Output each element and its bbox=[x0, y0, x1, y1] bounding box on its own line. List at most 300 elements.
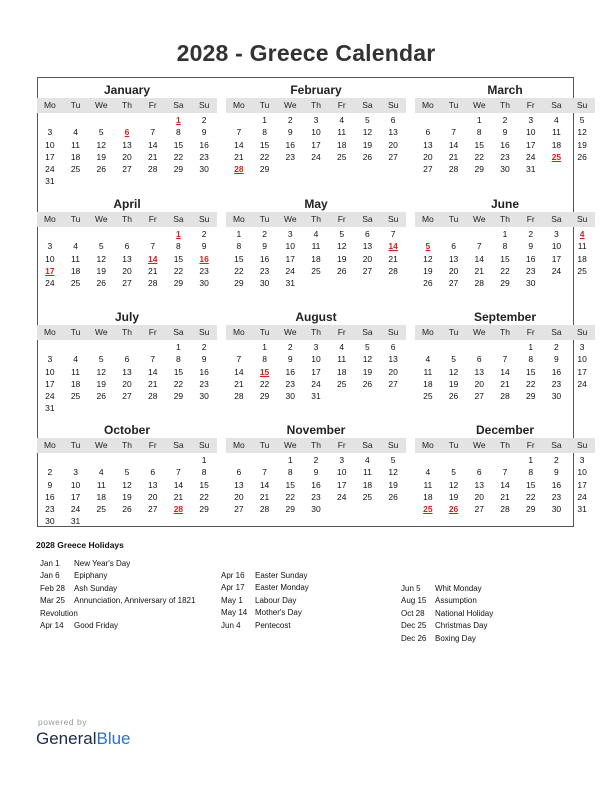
holiday-row bbox=[401, 608, 581, 620]
holiday-date: May 1 bbox=[221, 595, 243, 605]
day: 17 bbox=[70, 491, 81, 502]
day: 21 bbox=[234, 378, 244, 389]
day: 27 bbox=[147, 504, 158, 515]
day: 5 bbox=[365, 115, 370, 125]
day: 6 bbox=[365, 229, 370, 239]
day: 28 bbox=[474, 278, 485, 289]
weekday-label: Tu bbox=[448, 214, 459, 224]
day: 12 bbox=[96, 253, 107, 264]
day: 26 bbox=[448, 391, 459, 402]
weekday-label: Fr bbox=[337, 214, 346, 224]
day: 26 bbox=[362, 378, 373, 389]
day: 11 bbox=[71, 139, 80, 150]
holiday-row bbox=[40, 558, 220, 570]
day-empty bbox=[226, 114, 252, 126]
day: 20 bbox=[122, 378, 132, 389]
holiday-day: 25 bbox=[423, 504, 433, 515]
day: 21 bbox=[259, 491, 270, 502]
month-july bbox=[37, 309, 217, 415]
day: 6 bbox=[390, 115, 396, 125]
holiday-date: Aug 15 bbox=[401, 596, 427, 606]
day: 15 bbox=[525, 479, 536, 490]
weekday-label: Sa bbox=[362, 214, 373, 224]
day: 19 bbox=[448, 491, 459, 502]
holiday-day: 6 bbox=[124, 127, 130, 138]
day: 31 bbox=[70, 516, 81, 527]
day: 26 bbox=[423, 278, 433, 289]
day: 9 bbox=[554, 354, 559, 365]
day-grid bbox=[37, 228, 217, 289]
day: 25 bbox=[70, 164, 81, 175]
day: 24 bbox=[577, 491, 587, 502]
day: 2 bbox=[201, 229, 207, 239]
day: 11 bbox=[71, 366, 80, 377]
holiday-row bbox=[221, 582, 401, 594]
holiday-date: Apr 16 bbox=[221, 571, 245, 580]
day: 9 bbox=[287, 354, 293, 365]
day: 8 bbox=[287, 467, 293, 478]
day: 15 bbox=[259, 139, 270, 150]
weekday-label: Mo bbox=[421, 214, 434, 224]
day: 11 bbox=[552, 127, 561, 138]
holiday-day: 4 bbox=[579, 229, 585, 239]
holiday-name: Assumption bbox=[435, 596, 477, 606]
day: 10 bbox=[311, 354, 321, 365]
weekday-label: Sa bbox=[173, 440, 184, 450]
weekday-header bbox=[37, 325, 217, 340]
day: 18 bbox=[577, 253, 587, 264]
weekday-label: We bbox=[94, 327, 108, 337]
day: 16 bbox=[525, 253, 536, 264]
day: 21 bbox=[500, 491, 510, 502]
day: 12 bbox=[96, 366, 107, 377]
day: 23 bbox=[199, 265, 209, 276]
holiday-row bbox=[221, 620, 401, 632]
day: 22 bbox=[259, 151, 270, 162]
day-empty bbox=[466, 341, 492, 353]
holiday-row bbox=[40, 608, 220, 620]
day: 4 bbox=[425, 354, 431, 365]
day: 5 bbox=[124, 467, 130, 478]
day: 16 bbox=[285, 139, 296, 150]
day: 7 bbox=[262, 467, 267, 478]
holiday-date: Apr 14 bbox=[40, 621, 64, 631]
holiday-date: Oct 28 bbox=[401, 608, 425, 618]
day: 27 bbox=[474, 504, 485, 515]
day: 19 bbox=[336, 253, 347, 264]
day: 5 bbox=[451, 354, 456, 365]
day: 15 bbox=[173, 253, 184, 264]
day: 18 bbox=[336, 366, 347, 377]
day: 25 bbox=[423, 391, 433, 402]
day: 20 bbox=[448, 265, 459, 276]
day: 1 bbox=[262, 342, 267, 352]
day: 22 bbox=[285, 491, 296, 502]
generalblue-logo[interactable] bbox=[36, 729, 131, 749]
day-empty bbox=[37, 114, 63, 126]
brand-general: General bbox=[36, 729, 97, 748]
day: 6 bbox=[425, 127, 431, 138]
day: 26 bbox=[362, 151, 373, 162]
holiday-name: Revolution bbox=[40, 608, 78, 618]
weekday-label: We bbox=[472, 100, 486, 110]
weekday-header bbox=[226, 212, 406, 227]
month-name: October bbox=[103, 423, 150, 437]
weekday-label: Mo bbox=[421, 100, 434, 110]
day: 4 bbox=[339, 342, 345, 352]
day: 27 bbox=[448, 278, 459, 289]
day: 28 bbox=[147, 164, 158, 175]
weekday-label: Sa bbox=[551, 440, 562, 450]
weekday-header bbox=[226, 98, 406, 113]
day: 3 bbox=[73, 467, 78, 478]
day: 27 bbox=[362, 265, 373, 276]
day: 27 bbox=[474, 391, 485, 402]
day: 5 bbox=[365, 342, 370, 352]
month-august bbox=[226, 309, 406, 402]
day: 30 bbox=[551, 391, 562, 402]
day: 9 bbox=[554, 467, 559, 478]
day: 16 bbox=[551, 479, 562, 490]
day: 26 bbox=[96, 164, 107, 175]
day: 14 bbox=[474, 253, 485, 264]
day: 26 bbox=[96, 391, 107, 402]
day: 9 bbox=[47, 479, 53, 490]
day: 1 bbox=[201, 455, 207, 465]
day: 20 bbox=[423, 151, 433, 162]
day-empty bbox=[37, 341, 63, 353]
powered-by-text: powered by bbox=[38, 717, 87, 727]
day: 6 bbox=[236, 467, 242, 478]
weekday-label: Th bbox=[311, 100, 321, 110]
weekday-label: Mo bbox=[232, 214, 245, 224]
day: 4 bbox=[73, 127, 78, 138]
day: 4 bbox=[313, 229, 319, 239]
day: 24 bbox=[285, 265, 296, 276]
holiday-name: National Holiday bbox=[435, 608, 494, 618]
holiday-row bbox=[221, 607, 401, 619]
day: 7 bbox=[176, 467, 181, 478]
day: 24 bbox=[577, 378, 587, 389]
day: 2 bbox=[201, 342, 207, 352]
weekday-label: Tu bbox=[448, 100, 459, 110]
weekday-label: We bbox=[283, 214, 297, 224]
day: 31 bbox=[45, 176, 55, 187]
month-name: April bbox=[113, 197, 141, 211]
weekday-label: Mo bbox=[232, 327, 245, 337]
day: 21 bbox=[234, 151, 244, 162]
day: 6 bbox=[150, 467, 156, 478]
day: 4 bbox=[339, 115, 345, 125]
day: 10 bbox=[525, 127, 536, 138]
day-empty bbox=[140, 341, 166, 353]
day: 18 bbox=[70, 378, 81, 389]
day-empty bbox=[63, 341, 89, 353]
day: 6 bbox=[390, 342, 396, 352]
day-empty bbox=[114, 454, 140, 466]
day: 14 bbox=[234, 366, 244, 377]
weekday-label: Fr bbox=[526, 100, 535, 110]
day-grid bbox=[226, 454, 406, 515]
day: 4 bbox=[73, 241, 78, 252]
weekday-header bbox=[415, 98, 595, 113]
holiday-date: Apr 17 bbox=[221, 583, 245, 593]
holiday-row bbox=[40, 595, 220, 607]
day: 28 bbox=[147, 278, 158, 289]
day: 10 bbox=[45, 253, 55, 264]
weekday-label: Tu bbox=[70, 214, 81, 224]
day: 6 bbox=[476, 467, 482, 478]
day: 29 bbox=[173, 391, 184, 402]
weekday-label: Tu bbox=[259, 100, 270, 110]
day: 13 bbox=[474, 479, 485, 490]
weekday-label: We bbox=[472, 327, 486, 337]
day: 26 bbox=[336, 265, 347, 276]
weekday-label: Tu bbox=[70, 100, 81, 110]
day: 21 bbox=[474, 265, 485, 276]
day: 13 bbox=[388, 354, 398, 365]
day: 23 bbox=[551, 378, 562, 389]
weekday-label: Fr bbox=[526, 214, 535, 224]
day: 27 bbox=[423, 164, 433, 175]
holiday-day: 17 bbox=[45, 265, 55, 276]
month-march bbox=[415, 82, 595, 175]
day: 17 bbox=[45, 378, 55, 389]
day: 30 bbox=[259, 278, 270, 289]
day: 23 bbox=[285, 151, 296, 162]
weekday-label: Su bbox=[198, 440, 210, 450]
month-may bbox=[226, 196, 406, 289]
day-empty bbox=[466, 454, 492, 466]
day: 14 bbox=[147, 139, 158, 150]
day: 17 bbox=[577, 479, 587, 490]
month-february bbox=[226, 82, 406, 175]
day: 25 bbox=[70, 278, 81, 289]
day: 27 bbox=[234, 504, 244, 515]
month-october bbox=[37, 422, 217, 528]
day: 3 bbox=[554, 229, 559, 239]
holiday-day: 15 bbox=[259, 366, 270, 377]
day: 6 bbox=[124, 241, 130, 252]
weekday-label: Fr bbox=[337, 327, 346, 337]
day: 10 bbox=[70, 479, 81, 490]
weekday-label: Sa bbox=[362, 327, 373, 337]
day-empty bbox=[37, 228, 63, 240]
day: 10 bbox=[577, 354, 587, 365]
weekday-header bbox=[37, 438, 217, 453]
day: 24 bbox=[551, 265, 562, 276]
day: 31 bbox=[45, 403, 55, 414]
day: 15 bbox=[500, 253, 510, 264]
holiday-name: Annunciation, Anniversary of 1821 bbox=[74, 596, 196, 606]
day: 26 bbox=[122, 504, 132, 515]
day: 27 bbox=[122, 278, 132, 289]
day: 1 bbox=[502, 229, 508, 239]
holiday-name: Christmas Day bbox=[435, 621, 488, 631]
month-january bbox=[37, 82, 217, 188]
day: 7 bbox=[150, 354, 156, 365]
day: 16 bbox=[551, 366, 562, 377]
day: 2 bbox=[502, 115, 508, 125]
day: 14 bbox=[500, 479, 510, 490]
day: 30 bbox=[551, 504, 562, 515]
day: 25 bbox=[577, 265, 587, 276]
weekday-label: Fr bbox=[526, 440, 535, 450]
day: 7 bbox=[476, 241, 482, 252]
holiday-date: Jan 1 bbox=[40, 559, 60, 568]
day: 28 bbox=[500, 391, 510, 402]
holiday-day: 5 bbox=[425, 241, 431, 252]
day-empty bbox=[441, 454, 467, 466]
holiday-row bbox=[40, 583, 220, 595]
day: 2 bbox=[287, 342, 293, 352]
month-name: December bbox=[475, 423, 535, 437]
day: 13 bbox=[388, 127, 398, 138]
day: 9 bbox=[262, 241, 267, 252]
day: 14 bbox=[500, 366, 510, 377]
holiday-date: Jun 4 bbox=[221, 620, 241, 630]
weekday-label: We bbox=[94, 100, 108, 110]
weekday-label: Su bbox=[198, 100, 210, 110]
weekday-label: Th bbox=[500, 214, 510, 224]
day: 20 bbox=[474, 491, 485, 502]
day: 24 bbox=[311, 151, 321, 162]
day: 22 bbox=[173, 151, 184, 162]
day: 5 bbox=[451, 467, 456, 478]
holiday-name: Good Friday bbox=[74, 621, 119, 631]
day: 20 bbox=[388, 139, 398, 150]
day-empty bbox=[492, 454, 518, 466]
day: 17 bbox=[285, 253, 296, 264]
weekday-label: Sa bbox=[551, 327, 562, 337]
day: 29 bbox=[285, 504, 296, 515]
day-empty bbox=[63, 454, 89, 466]
day: 23 bbox=[259, 265, 270, 276]
day: 2 bbox=[47, 467, 53, 478]
day: 7 bbox=[502, 467, 508, 478]
day: 17 bbox=[577, 366, 587, 377]
day: 14 bbox=[448, 139, 459, 150]
day-empty bbox=[114, 228, 140, 240]
weekday-label: Mo bbox=[43, 440, 56, 450]
day: 1 bbox=[528, 342, 534, 352]
day: 15 bbox=[234, 253, 244, 264]
day: 8 bbox=[528, 467, 534, 478]
day: 4 bbox=[98, 467, 104, 478]
day-empty bbox=[415, 341, 441, 353]
holiday-date: Dec 26 bbox=[401, 633, 427, 643]
weekday-label: Tu bbox=[70, 440, 81, 450]
holiday-day: 14 bbox=[388, 241, 398, 252]
day: 12 bbox=[336, 241, 347, 252]
day: 15 bbox=[525, 366, 536, 377]
holiday-row bbox=[401, 633, 581, 645]
day: 15 bbox=[173, 366, 184, 377]
day: 18 bbox=[96, 491, 107, 502]
day: 12 bbox=[423, 253, 433, 264]
day: 11 bbox=[423, 366, 433, 377]
weekday-label: Sa bbox=[173, 327, 184, 337]
day-empty bbox=[88, 341, 114, 353]
day: 21 bbox=[173, 491, 184, 502]
weekday-label: Th bbox=[311, 214, 321, 224]
day-empty bbox=[88, 114, 114, 126]
day: 1 bbox=[176, 342, 181, 352]
day: 10 bbox=[311, 127, 321, 138]
weekday-label: Sa bbox=[551, 100, 562, 110]
day: 30 bbox=[45, 516, 55, 527]
day-grid bbox=[415, 228, 595, 289]
day: 21 bbox=[147, 151, 158, 162]
weekday-label: Fr bbox=[148, 440, 157, 450]
day-empty bbox=[140, 228, 166, 240]
day: 3 bbox=[339, 455, 345, 465]
day-empty bbox=[37, 454, 63, 466]
weekday-label: Su bbox=[387, 100, 399, 110]
weekday-label: Tu bbox=[259, 440, 270, 450]
day-empty bbox=[252, 454, 278, 466]
holiday-day: 14 bbox=[147, 253, 158, 264]
day: 12 bbox=[448, 366, 459, 377]
holiday-name: Mother's Day bbox=[255, 608, 302, 618]
day: 22 bbox=[500, 265, 510, 276]
weekday-label: Su bbox=[198, 214, 210, 224]
weekday-label: Th bbox=[122, 440, 132, 450]
day: 7 bbox=[150, 127, 156, 138]
day: 25 bbox=[96, 504, 107, 515]
day: 29 bbox=[474, 164, 485, 175]
day: 27 bbox=[122, 164, 132, 175]
day: 29 bbox=[525, 504, 536, 515]
day: 15 bbox=[474, 139, 485, 150]
day-empty bbox=[441, 228, 467, 240]
day: 13 bbox=[122, 139, 132, 150]
day-empty bbox=[441, 341, 467, 353]
day: 3 bbox=[579, 455, 585, 465]
day: 2 bbox=[554, 342, 559, 352]
day: 12 bbox=[388, 467, 398, 478]
weekday-label: Sa bbox=[173, 100, 184, 110]
day: 23 bbox=[311, 491, 321, 502]
day: 23 bbox=[199, 151, 209, 162]
day: 8 bbox=[262, 127, 267, 138]
day: 28 bbox=[388, 265, 398, 276]
day: 12 bbox=[362, 354, 373, 365]
day-grid bbox=[415, 341, 595, 402]
day: 1 bbox=[287, 455, 293, 465]
weekday-label: Tu bbox=[448, 440, 459, 450]
weekday-label: Fr bbox=[526, 327, 535, 337]
day: 3 bbox=[47, 241, 53, 252]
day: 5 bbox=[339, 229, 345, 239]
day: 13 bbox=[147, 479, 158, 490]
holiday-column bbox=[221, 570, 401, 632]
day: 15 bbox=[173, 139, 184, 150]
day: 13 bbox=[448, 253, 459, 264]
day: 8 bbox=[262, 354, 267, 365]
day: 3 bbox=[47, 354, 53, 365]
day: 18 bbox=[423, 378, 433, 389]
day: 9 bbox=[201, 127, 207, 138]
day: 23 bbox=[45, 504, 55, 515]
holiday-name: Easter Sunday bbox=[255, 571, 308, 580]
day: 1 bbox=[476, 115, 482, 125]
holiday-row bbox=[401, 620, 581, 632]
day-empty bbox=[114, 114, 140, 126]
day: 6 bbox=[124, 354, 130, 365]
day: 16 bbox=[500, 139, 510, 150]
day: 11 bbox=[337, 354, 347, 365]
